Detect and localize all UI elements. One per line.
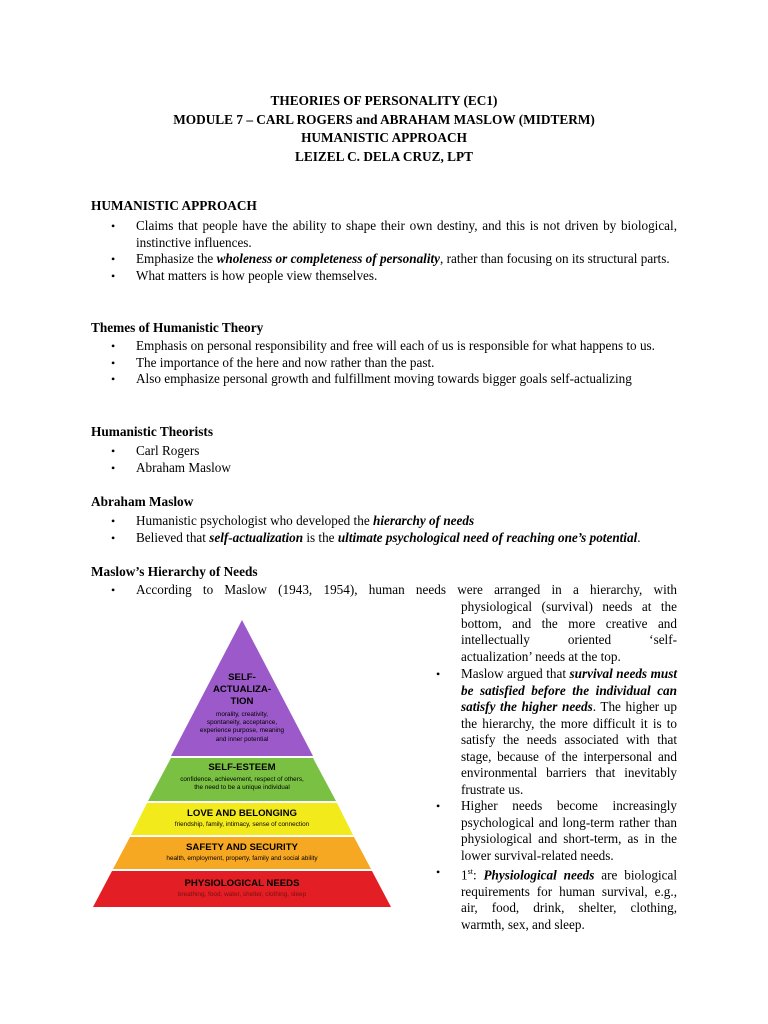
- bullet-icon: •: [436, 667, 441, 681]
- bullet-icon: •: [111, 339, 116, 353]
- bullet-icon: •: [436, 865, 441, 879]
- pyramid-desc-physiological: breathing, food, water, shelter, clothing, sleep: [177, 891, 307, 898]
- pyramid-label-physiological: PHYSIOLOGICAL NEEDS: [184, 878, 300, 889]
- pyramid-desc-love-belonging: friendship, family, intimacy, sense of connection: [174, 821, 310, 828]
- maslow-list: [111, 513, 681, 546]
- pyramid-desc-self-esteem: confidence, achievement, respect of others, the need to be a unique individual: [180, 776, 304, 792]
- list-item: • According to Maslow (1943, 1954), human needs were arranged in a hierarchy, with: [111, 582, 677, 597]
- list-item: • Also emphasize personal growth and fulfillment moving towards bigger goals self-actualizing: [111, 371, 632, 386]
- hierarchy-intro-list: [111, 582, 677, 599]
- list-item: • What matters is how people view themselves.: [111, 267, 378, 283]
- bullet-icon: •: [111, 252, 116, 266]
- header-module-title: MODULE 7 – CARL ROGERS and ABRAHAM MASLOW (MIDTERM): [173, 111, 595, 127]
- list-item: • The importance of the here and now rather than the past.: [111, 354, 435, 370]
- list-item: • Claims that people have the ability to shape their own destiny, and this is not driven by biological, instinctive influences.: [111, 218, 677, 250]
- list-item: • Abraham Maslow: [111, 459, 231, 475]
- list-item: • Humanistic psychologist who developed the hierarchy of needs: [111, 513, 475, 528]
- humanistic-approach-list: [111, 218, 677, 284]
- bullet-icon: •: [111, 444, 116, 458]
- pyramid-label-self-esteem: SELF-ESTEEM: [208, 762, 276, 773]
- bullet-icon: •: [111, 355, 116, 370]
- pyramid-label-love-belonging: LOVE AND BELONGING: [187, 808, 297, 819]
- section-title-hierarchy: Maslow’s Hierarchy of Needs: [91, 564, 258, 579]
- list-item: • Carl Rogers: [111, 443, 200, 458]
- section-title-abraham-maslow: Abraham Maslow: [91, 494, 194, 509]
- list-item: • Maslow argued that survival needs must be satisfied before the individual can satisfy the higher needs. The higher up the hierarchy, the more difficult it is to satisfy the needs associated with that stage, because of the interpersonal and environmental barriers that inevitably frustrate us.: [436, 666, 677, 797]
- bullet-icon: •: [111, 268, 116, 283]
- header-author: LEIZEL C. DELA CRUZ, LPT: [294, 148, 474, 164]
- bullet-icon: •: [111, 460, 116, 475]
- pyramid-desc-safety: health, employment, property, family and social ability: [166, 855, 318, 862]
- list-item: • Higher needs become increasingly psychological and long-term rather than physiological and short-term, as in the lower survival-related needs.: [436, 798, 677, 863]
- pyramid-desc-self-actualization: morality, creativity, spontaneity, acceptance, experience purpose, meaning and inner potential: [199, 711, 285, 743]
- pyramid-label-safety: SAFETY AND SECURITY: [186, 842, 298, 853]
- bullet-icon: •: [111, 583, 116, 597]
- list-item: • Emphasis on personal responsibility and free will each of us is responsible for what happens to us.: [111, 338, 655, 353]
- bullet-icon: •: [111, 530, 116, 545]
- theorists-list: [111, 443, 677, 476]
- bullet-icon: •: [111, 219, 116, 233]
- themes-list: [111, 338, 677, 388]
- hierarchy-list: [436, 666, 677, 933]
- maslow-pyramid: [93, 620, 391, 908]
- header-topic: HUMANISTIC APPROACH: [301, 130, 467, 145]
- section-title-themes: Themes of Humanistic Theory: [91, 320, 264, 335]
- list-item: • 1st: Physiological needs are biological requirements for human survival, e.g., air, food, drink, shelter, clothing, warmth, sex, and sleep.: [436, 865, 677, 932]
- section-title-theorists: Humanistic Theorists: [91, 424, 214, 439]
- list-item: • Believed that self-actualization is the ultimate psychological need of reaching one’s potential.: [111, 529, 641, 545]
- document-header: [0, 92, 768, 166]
- hierarchy-intro-continued: physiological (survival) needs at the bottom, and the more creative and intellectually oriented ‘self-actualization’ needs at the top.: [461, 599, 677, 664]
- section-title-humanistic-approach: HUMANISTIC APPROACH: [91, 198, 257, 213]
- bullet-icon: •: [111, 372, 116, 386]
- bullet-icon: •: [111, 514, 116, 528]
- list-item: • Emphasize the wholeness or completeness of personality, rather than focusing on its structural parts.: [111, 251, 670, 266]
- pyramid-label-self-actualization: SELF- ACTUALIZA- TION: [212, 672, 272, 707]
- header-course-title: THEORIES OF PERSONALITY (EC1): [270, 93, 498, 108]
- bullet-icon: •: [436, 799, 441, 813]
